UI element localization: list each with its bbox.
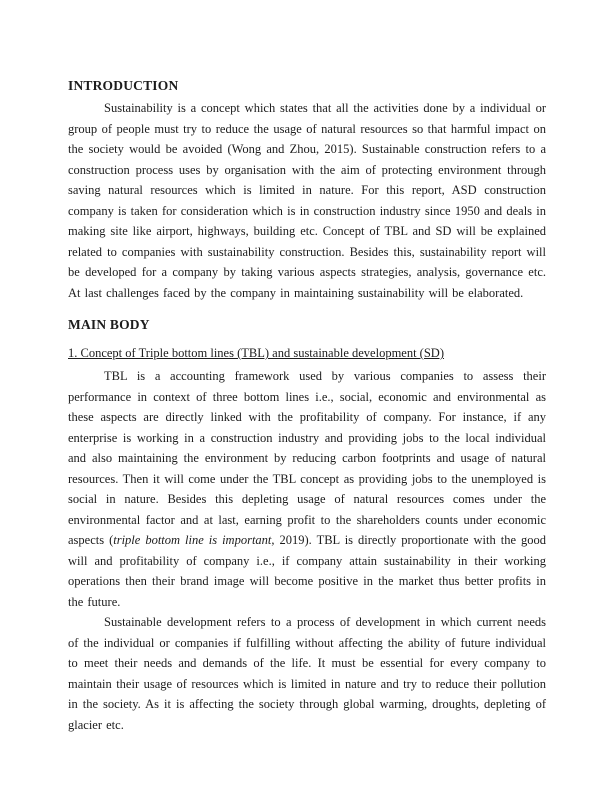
heading-main-body: MAIN BODY: [68, 317, 150, 332]
intro-paragraph: Sustainability is a concept which states that all the activities done by a individual or group of people must try to reduce the usage of natural resources so that harmful impact on the society would be avoided (Wong and Zhou, 2015). Sustainable construction refers to a construction process uses by organisation with the aim of protecting environment through saving natural resources which is limited in nature. For this report, ASD construction company is taken for consideration which is in construction industry since 1950 and deals in making site like airport, highways, building etc. Concept of TBL and SD will be explained related to companies with sustainability construction. Besides this, sustainability report will be developed for a company by taking various aspects strategies, analysis, governance etc. At last challenges faced by the company in maintaining sustainability will be elaborated.: [68, 101, 546, 300]
section1-paragraph-1: [68, 366, 546, 612]
document-content: [68, 78, 546, 735]
section1-heading: 1. Concept of Triple bottom lines (TBL) and sustainable development (SD): [68, 346, 444, 360]
section1-paragraph-1-text: TBL is a accounting framework used by various companies to assess their performance in context of three bottom lines i.e., social, economic and environmental as these aspects are directly linked with the profitability of company. For instance, if any enterprise is working in a construction industry and providing jobs to the local individual and also maintaining the environment by reducing carbon footprints and usage of natural resources. Then it will come under the TBL concept as providing jobs to the unemployed is social in nature. Besides this depleting usage of natural resources comes under the environmental factor and at last, earning profit to the shareholders counts under economic aspects (: [68, 369, 546, 547]
heading-introduction: INTRODUCTION: [68, 78, 179, 93]
section1-paragraph-1-citation: triple bottom line is important: [113, 533, 272, 547]
section1-paragraph-2: Sustainable development refers to a process of development in which current needs of the individual or companies if fulfilling without affecting the ability of future individual to meet their needs and demands of the life. It must be essential for every company to maintain their usage of resources which is limited in nature and try to reduce their pollution in the society. As it is affecting the society through global warming, droughts, depleting of glacier etc.: [68, 615, 546, 732]
section1-paragraph-1-text-cont: , 2019). TBL is directly proportionate with the good will and profitability of company i.e., if company attain sustainability in their working operations then their brand image will become positive in the market thus better profits in the future.: [68, 533, 546, 609]
